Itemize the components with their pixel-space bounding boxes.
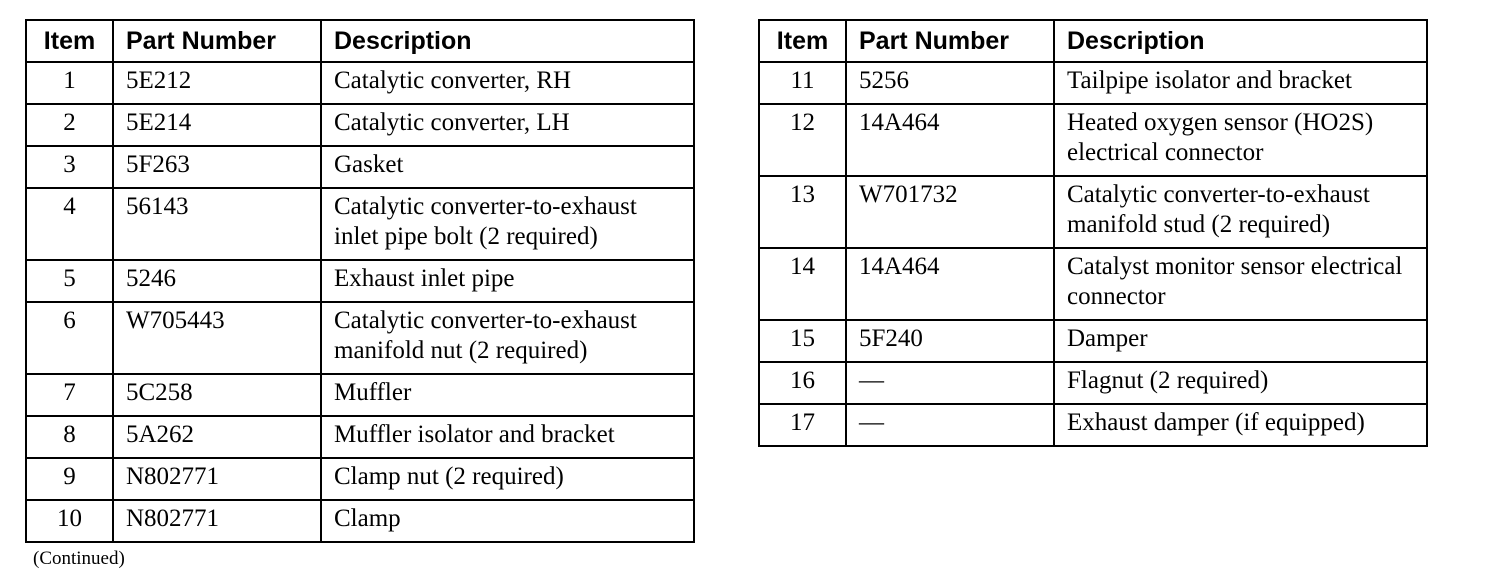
item-number: 16 xyxy=(759,362,846,404)
table-row xyxy=(26,104,694,146)
parts-table-left xyxy=(25,19,695,543)
table-header-row xyxy=(759,20,1427,62)
description: Muffler isolator and bracket xyxy=(321,416,694,458)
table-row xyxy=(759,104,1427,176)
table-row xyxy=(759,362,1427,404)
part-number: N802771 xyxy=(113,458,321,500)
description: Catalyst monitor sensor electrical connector xyxy=(1054,248,1427,320)
table-row xyxy=(26,260,694,302)
table-row xyxy=(26,146,694,188)
header-description: Description xyxy=(1054,20,1427,62)
item-number: 4 xyxy=(26,188,113,260)
part-number: 14A464 xyxy=(846,104,1054,176)
description: Gasket xyxy=(321,146,694,188)
part-number: 5C258 xyxy=(113,374,321,416)
item-number: 9 xyxy=(26,458,113,500)
item-number: 11 xyxy=(759,62,846,104)
parts-table-right xyxy=(758,19,1428,447)
item-number: 14 xyxy=(759,248,846,320)
table-row xyxy=(26,374,694,416)
part-number: — xyxy=(846,404,1054,446)
description: Heated oxygen sensor (HO2S) electrical connector xyxy=(1054,104,1427,176)
description: Flagnut (2 required) xyxy=(1054,362,1427,404)
part-number: 5F263 xyxy=(113,146,321,188)
part-number: W705443 xyxy=(113,302,321,374)
table-row xyxy=(26,62,694,104)
description: Catalytic converter, LH xyxy=(321,104,694,146)
part-number: 5F240 xyxy=(846,320,1054,362)
description: Catalytic converter-to-exhaust manifold stud (2 required) xyxy=(1054,176,1427,248)
item-number: 7 xyxy=(26,374,113,416)
part-number: W701732 xyxy=(846,176,1054,248)
table-header-row xyxy=(26,20,694,62)
header-part-number: Part Number xyxy=(113,20,321,62)
description: Clamp xyxy=(321,500,694,542)
description: Damper xyxy=(1054,320,1427,362)
description: Catalytic converter-to-exhaust manifold nut (2 required) xyxy=(321,302,694,374)
description: Exhaust inlet pipe xyxy=(321,260,694,302)
part-number: 56143 xyxy=(113,188,321,260)
item-number: 2 xyxy=(26,104,113,146)
item-number: 12 xyxy=(759,104,846,176)
description: Clamp nut (2 required) xyxy=(321,458,694,500)
part-number: N802771 xyxy=(113,500,321,542)
part-number: 14A464 xyxy=(846,248,1054,320)
item-number: 6 xyxy=(26,302,113,374)
item-number: 5 xyxy=(26,260,113,302)
part-number: 5A262 xyxy=(113,416,321,458)
part-number: 5E212 xyxy=(113,62,321,104)
description: Catalytic converter-to-exhaust inlet pipe bolt (2 required) xyxy=(321,188,694,260)
item-number: 15 xyxy=(759,320,846,362)
item-number: 17 xyxy=(759,404,846,446)
item-number: 8 xyxy=(26,416,113,458)
header-item: Item xyxy=(759,20,846,62)
part-number: 5E214 xyxy=(113,104,321,146)
item-number: 10 xyxy=(26,500,113,542)
table-row xyxy=(26,416,694,458)
item-number: 1 xyxy=(26,62,113,104)
description: Catalytic converter, RH xyxy=(321,62,694,104)
description: Muffler xyxy=(321,374,694,416)
part-number: 5246 xyxy=(113,260,321,302)
item-number: 13 xyxy=(759,176,846,248)
table-row xyxy=(26,302,694,374)
item-number: 3 xyxy=(26,146,113,188)
table-row xyxy=(759,404,1427,446)
table-row xyxy=(26,500,694,542)
part-number: — xyxy=(846,362,1054,404)
header-part-number: Part Number xyxy=(846,20,1054,62)
table-row xyxy=(26,458,694,500)
table-row xyxy=(759,248,1427,320)
table-row xyxy=(759,176,1427,248)
header-description: Description xyxy=(321,20,694,62)
table-row xyxy=(26,188,694,260)
header-item: Item xyxy=(26,20,113,62)
table-row xyxy=(759,62,1427,104)
table-row xyxy=(759,320,1427,362)
continued-note: (Continued) xyxy=(33,548,125,569)
description: Tailpipe isolator and bracket xyxy=(1054,62,1427,104)
part-number: 5256 xyxy=(846,62,1054,104)
description: Exhaust damper (if equipped) xyxy=(1054,404,1427,446)
